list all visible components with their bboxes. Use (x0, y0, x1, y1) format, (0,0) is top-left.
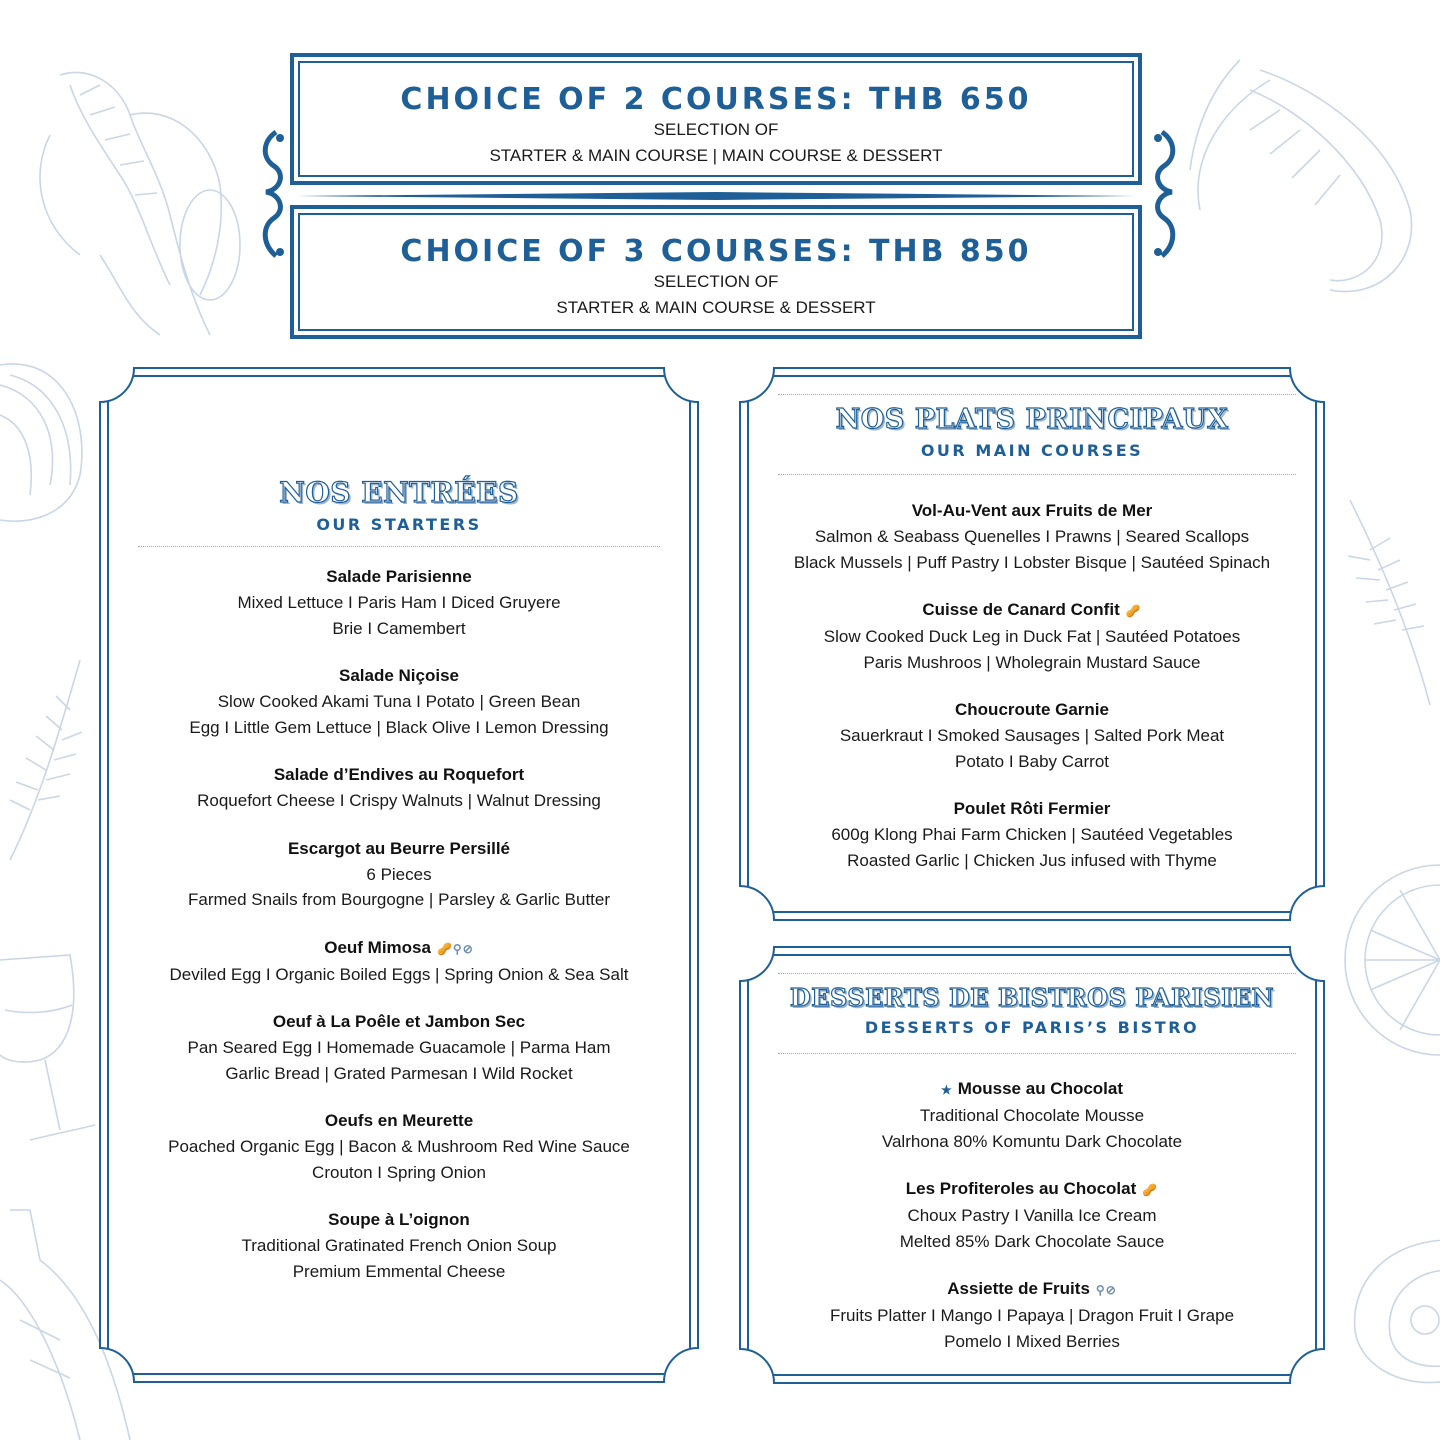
meat-sketch-icon (1340, 1230, 1440, 1390)
list-item (98, 1108, 700, 1185)
right-ornament-icon (1148, 128, 1182, 268)
herb-sketch-icon (0, 650, 100, 870)
item-name: Les Profiteroles au Chocolat (905, 1179, 1137, 1198)
list-item (98, 564, 700, 641)
item-description: Traditional Chocolate Mousse (919, 1106, 1145, 1125)
starters-list (98, 564, 700, 1306)
shell-sketch-icon (0, 355, 90, 525)
item-description: Garlic Bread | Grated Parmesan I Wild Rocket (225, 1063, 573, 1083)
list-item (738, 1076, 1326, 1154)
item-description: Black Mussels | Puff Pastry I Lobster Bisque | Sautéed Spinach (793, 552, 1271, 572)
shrimp-sketch-icon (1180, 50, 1440, 310)
price-box-2-courses (290, 53, 1142, 185)
item-description: Slow Cooked Akami Tuna I Potato | Green Bean (217, 692, 581, 711)
item-name: Mousse au Chocolat (957, 1079, 1124, 1098)
item-name: Oeufs en Meurette (324, 1111, 474, 1130)
mains-title-en: OUR MAIN COURSES (920, 441, 1144, 460)
item-name: Salade Niçoise (338, 666, 459, 685)
item-name: Poulet Rôti Fermier (953, 799, 1111, 818)
desserts-divider (778, 1053, 1296, 1054)
item-name: Choucroute Garnie (955, 700, 1109, 719)
starters-card (98, 366, 700, 1384)
price-description: STARTER & MAIN COURSE & DESSERT (556, 298, 876, 317)
starters-divider (138, 546, 660, 547)
item-description: 600g Klong Phai Farm Chicken | Sautéed Vegetables (831, 825, 1233, 844)
center-divider-icon (296, 190, 1136, 202)
price-title: CHOICE OF 3 COURSES: THB 850 (400, 234, 1032, 269)
dietary-icons: 🥜 (1125, 604, 1142, 618)
star-icon: ★ (940, 1083, 952, 1097)
mains-title-fr: NOS PLATS PRINCIPAUX (835, 404, 1229, 435)
desserts-list (738, 1076, 1326, 1376)
item-name: Cuisse de Canard Confit (922, 600, 1120, 619)
item-description: Poached Organic Egg | Bacon & Mushroom Red Wine Sauce (168, 1137, 630, 1156)
item-description: Roquefort Cheese I Crispy Walnuts | Walnut Dressing (197, 791, 601, 810)
list-item (98, 1009, 700, 1086)
item-description: Traditional Gratinated French Onion Soup (241, 1236, 557, 1255)
starters-title-en: OUR STARTERS (316, 515, 482, 534)
dietary-icons: ⚲⊘ (1095, 1283, 1117, 1297)
list-item (98, 663, 700, 740)
list-item (738, 498, 1326, 575)
lobster-sketch-icon (20, 55, 260, 355)
dietary-icons: 🥜 (1142, 1183, 1159, 1197)
item-description: Slow Cooked Duck Leg in Duck Fat | Sautéed Potatoes (823, 627, 1241, 646)
item-description: Choux Pastry I Vanilla Ice Cream (907, 1206, 1157, 1225)
item-name: Oeuf Mimosa (324, 937, 431, 957)
mains-card (738, 366, 1326, 922)
item-description: Farmed Snails from Bourgogne | Parsley & Garlic Butter (187, 890, 611, 909)
list-item (98, 762, 700, 814)
list-item (98, 836, 700, 913)
rosemary-sketch-icon (1330, 490, 1440, 710)
list-item (738, 697, 1326, 774)
desserts-top-divider (778, 973, 1296, 974)
list-item (98, 1207, 700, 1284)
item-description: Salmon & Seabass Quenelles I Prawns | Seared Scallops (814, 527, 1250, 546)
item-name: Escargot au Beurre Persillé (287, 838, 511, 858)
price-subtitle: SELECTION OF (653, 272, 779, 291)
item-name: Oeuf à La Poêle et Jambon Sec (272, 1012, 526, 1031)
item-description: Roasted Garlic | Chicken Jus infused with Thyme (847, 850, 1217, 870)
left-ornament-icon (256, 128, 290, 268)
list-item (98, 935, 700, 988)
item-description: Brie I Camembert (332, 618, 466, 638)
item-name: Vol-Au-Vent aux Fruits de Mer (911, 501, 1153, 520)
list-item (738, 1276, 1326, 1354)
price-title: CHOICE OF 2 COURSES: THB 650 (400, 82, 1032, 117)
starters-title-fr: NOS ENTRÉES (279, 476, 519, 509)
item-name: Salade Parisienne (326, 567, 472, 586)
price-subtitle: SELECTION OF (653, 120, 779, 139)
item-description: 6 Pieces (366, 864, 432, 884)
wine-glass-sketch-icon (0, 940, 110, 1160)
item-description: Deviled Egg I Organic Boiled Eggs | Spring Onion & Sea Salt (169, 964, 629, 984)
item-description: Paris Mushroos | Wholegrain Mustard Sauce (863, 652, 1201, 672)
item-description: Valrhona 80% Komuntu Dark Chocolate (881, 1131, 1183, 1151)
lemon-sketch-icon (1340, 850, 1440, 1070)
price-description: STARTER & MAIN COURSE | MAIN COURSE & DESSERT (489, 146, 943, 165)
item-description: Crouton I Spring Onion (312, 1162, 486, 1182)
mains-divider (778, 474, 1296, 475)
item-description: Sauerkraut I Smoked Sausages | Salted Pork Meat (839, 726, 1225, 745)
item-name: Assiette de Fruits (947, 1279, 1090, 1298)
desserts-title-en: DESSERTS OF PARIS’S BISTRO (864, 1018, 1200, 1037)
desserts-card (738, 945, 1326, 1385)
item-name: Salade d’Endives au Roquefort (273, 765, 525, 784)
item-description: Fruits Platter I Mango I Papaya | Dragon Fruit I Grape (829, 1306, 1235, 1325)
item-description: Egg I Little Gem Lettuce | Black Olive I Lemon Dressing (189, 717, 609, 737)
item-description: Premium Emmental Cheese (292, 1261, 506, 1281)
list-item (738, 796, 1326, 873)
item-description: Pan Seared Egg I Homemade Guacamole | Parma Ham (187, 1038, 611, 1057)
list-item (738, 597, 1326, 675)
item-description: Melted 85% Dark Chocolate Sauce (899, 1231, 1165, 1251)
item-description: Mixed Lettuce I Paris Ham I Diced Gruyere (237, 593, 561, 612)
item-name: Soupe à L’oignon (328, 1210, 470, 1229)
list-item (738, 1176, 1326, 1254)
dietary-icons: 🥜⚲⊘ (436, 941, 474, 956)
item-description: Pomelo I Mixed Berries (944, 1331, 1120, 1351)
mains-top-divider (778, 394, 1296, 395)
mains-list (738, 498, 1326, 895)
price-box-3-courses (290, 205, 1142, 339)
desserts-title-fr: DESSERTS DE BISTROS PARISIEN (789, 983, 1275, 1012)
item-description: Potato I Baby Carrot (954, 751, 1110, 771)
